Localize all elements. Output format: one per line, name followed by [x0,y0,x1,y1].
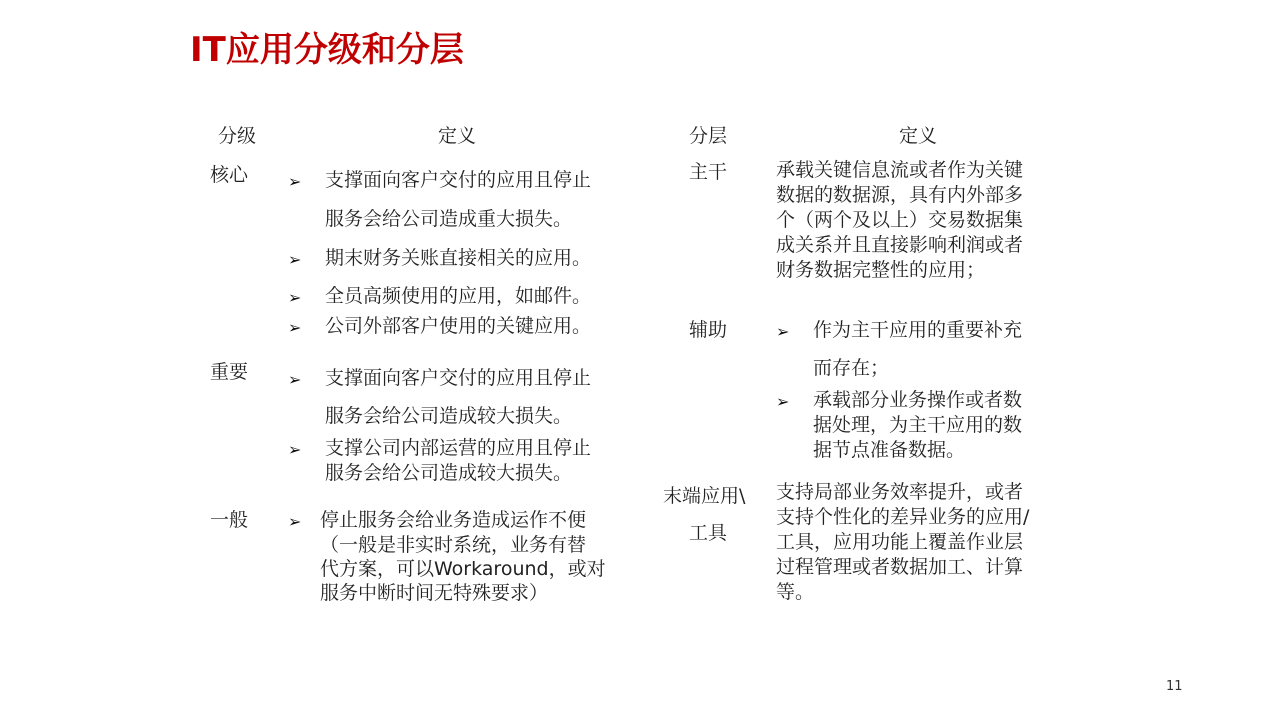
page-title: IT应用分级和分层 [190,30,464,70]
page-number: 11 [1166,679,1183,694]
level-core-label: 核心 [210,164,249,186]
important-bullet-2-line-1: 支撑公司内部运营的应用且停止 [325,437,592,459]
core-bullet-4: 公司外部客户使用的关键应用。 [325,315,592,337]
general-bullet-line-4: 服务中断时间无特殊要求） [320,582,549,604]
layer-terminal-label-line-1: 末端应用\ [663,485,746,507]
bullet-arrow-icon: ➢ [288,318,302,337]
layer-auxiliary-label: 辅助 [689,319,728,341]
bullet-arrow-icon: ➢ [776,392,790,411]
bullet-arrow-icon: ➢ [288,512,302,531]
terminal-line-1: 支持局部业务效率提升，或者 [776,481,1024,503]
core-bullet-3: 全员高频使用的应用，如邮件。 [325,285,592,307]
core-bullet-1-line-1: 支撑面向客户交付的应用且停止 [325,169,592,191]
bullet-arrow-icon: ➢ [776,322,790,341]
trunk-line-4: 成关系并且直接影响利润或者 [776,234,1024,256]
level-general-label: 一般 [210,509,249,531]
bullet-arrow-icon: ➢ [288,440,302,459]
aux-bullet-1-line-2: 而存在； [813,357,890,379]
header-definition-left: 定义 [438,125,477,147]
aux-bullet-2-line-3: 据节点准备数据。 [813,439,966,461]
general-bullet-line-1: 停止服务会给业务造成运作不便 [320,509,587,531]
header-definition-right: 定义 [899,125,938,147]
trunk-line-3: 个（两个及以上）交易数据集 [776,209,1024,231]
header-level: 分级 [218,125,257,147]
layer-trunk-label: 主干 [689,161,728,183]
trunk-definition [776,158,1023,283]
core-bullet-2: 期末财务关账直接相关的应用。 [325,247,592,269]
bullet-arrow-icon: ➢ [288,172,302,191]
important-bullet-1-line-2: 服务会给公司造成较大损失。 [325,405,573,427]
general-bullet-line-3: 代方案，可以Workaround，或对 [320,558,606,580]
trunk-line-2: 数据的数据源，具有内外部多 [776,184,1024,206]
trunk-line-1: 承载关键信息流或者作为关键 [776,159,1024,181]
header-layer: 分层 [689,125,728,147]
aux-bullet-1-line-1: 作为主干应用的重要补充 [813,319,1023,341]
bullet-arrow-icon: ➢ [288,370,302,389]
layer-terminal-label-line-2: 工具 [689,522,728,544]
important-bullet-2-line-2: 服务会给公司造成较大损失。 [325,462,573,484]
important-bullet-1-line-1: 支撑面向客户交付的应用且停止 [325,367,592,389]
terminal-line-4: 过程管理或者数据加工、计算 [776,556,1024,578]
terminal-definition [776,480,1029,605]
trunk-line-5: 财务数据完整性的应用； [776,259,986,281]
general-bullet-line-2: （一般是非实时系统，业务有替 [320,534,587,556]
bullet-arrow-icon: ➢ [288,250,302,269]
aux-bullet-2-line-1: 承载部分业务操作或者数 [813,389,1023,411]
terminal-line-3: 工具，应用功能上覆盖作业层 [776,531,1024,553]
aux-bullet-2-line-2: 据处理，为主干应用的数 [813,414,1023,436]
terminal-line-5: 等。 [776,581,815,603]
bullet-arrow-icon: ➢ [288,288,302,307]
core-bullet-1-line-2: 服务会给公司造成重大损失。 [325,208,573,230]
level-important-label: 重要 [210,361,249,383]
terminal-line-2: 支持个性化的差异业务的应用/ [776,506,1030,528]
